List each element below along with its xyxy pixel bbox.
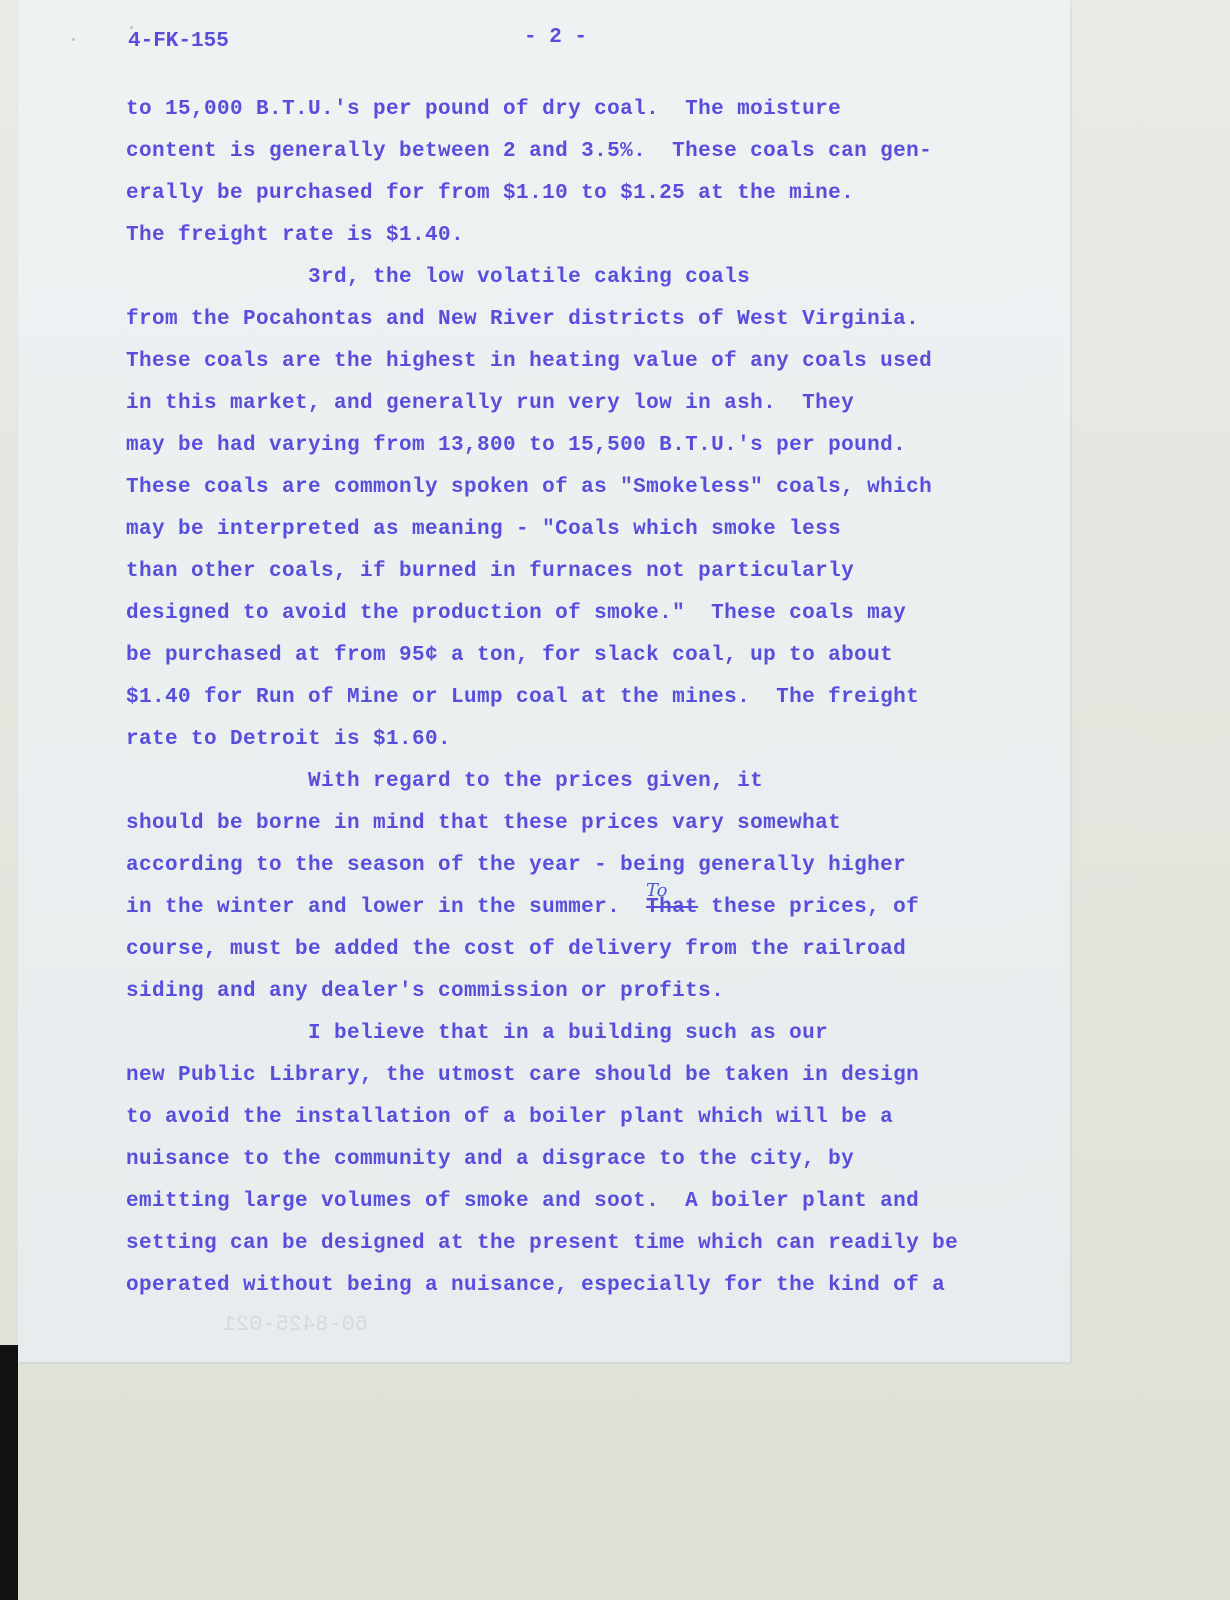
body-line: according to the season of the year - being generally higher xyxy=(126,854,907,877)
handwritten-correction: To xyxy=(646,880,668,901)
body-line: With regard to the prices given, it xyxy=(126,770,764,793)
paper-speck xyxy=(130,26,133,29)
body-line: erally be purchased for from $1.10 to $1.25 at the mine. xyxy=(126,182,855,205)
body-line-start: in the winter and lower in the summer. xyxy=(126,896,647,919)
body-line: operated without being a nuisance, especially for the kind of a xyxy=(126,1274,946,1297)
body-line: nuisance to the community and a disgrace to the city, by xyxy=(126,1148,855,1171)
struck-word: That xyxy=(646,896,699,919)
page-number: - 2 - xyxy=(524,26,588,49)
body-line: new Public Library, the utmost care should be taken in design xyxy=(126,1064,920,1087)
body-line: setting can be designed at the present time which can readily be xyxy=(126,1232,959,1255)
body-line: designed to avoid the production of smoke." These coals may xyxy=(126,602,907,625)
body-line: to avoid the installation of a boiler plant which will be a xyxy=(126,1106,894,1129)
document-reference: 4-FK-155 xyxy=(128,30,229,53)
body-line: siding and any dealer's commission or profits. xyxy=(126,980,725,1003)
body-line: course, must be added the cost of delivery from the railroad xyxy=(126,938,907,961)
scan-border xyxy=(0,1345,18,1600)
body-line-end: these prices, of xyxy=(698,896,920,919)
body-line: may be interpreted as meaning - "Coals which smoke less xyxy=(126,518,842,541)
body-line: emitting large volumes of smoke and soot. A boiler plant and xyxy=(126,1190,920,1213)
body-line: These coals are commonly spoken of as "Smokeless" coals, which xyxy=(126,476,933,499)
body-line: These coals are the highest in heating value of any coals used xyxy=(126,350,933,373)
body-line: 3rd, the low volatile caking coals xyxy=(126,266,751,289)
show-through-text: 60-8425-021 xyxy=(222,1312,368,1337)
body-line: be purchased at from 95¢ a ton, for slack coal, up to about xyxy=(126,644,894,667)
body-line: $1.40 for Run of Mine or Lump coal at the mines. The freight xyxy=(126,686,920,709)
body-line: in this market, and generally run very low in ash. They xyxy=(126,392,855,415)
body-line: content is generally between 2 and 3.5%. These coals can gen- xyxy=(126,140,933,163)
body-line: should be borne in mind that these prices vary somewhat xyxy=(126,812,842,835)
body-line: The freight rate is $1.40. xyxy=(126,224,465,247)
body-line: I believe that in a building such as our xyxy=(126,1022,829,1045)
body-line: from the Pocahontas and New River districts of West Virginia. xyxy=(126,308,920,331)
body-line-with-correction xyxy=(126,895,919,921)
paper-speck xyxy=(72,38,75,41)
body-line: to 15,000 B.T.U.'s per pound of dry coal. The moisture xyxy=(126,98,842,121)
body-line: rate to Detroit is $1.60. xyxy=(126,728,452,751)
body-line: may be had varying from 13,800 to 15,500 B.T.U.'s per pound. xyxy=(126,434,907,457)
body-line: than other coals, if burned in furnaces not particularly xyxy=(126,560,855,583)
